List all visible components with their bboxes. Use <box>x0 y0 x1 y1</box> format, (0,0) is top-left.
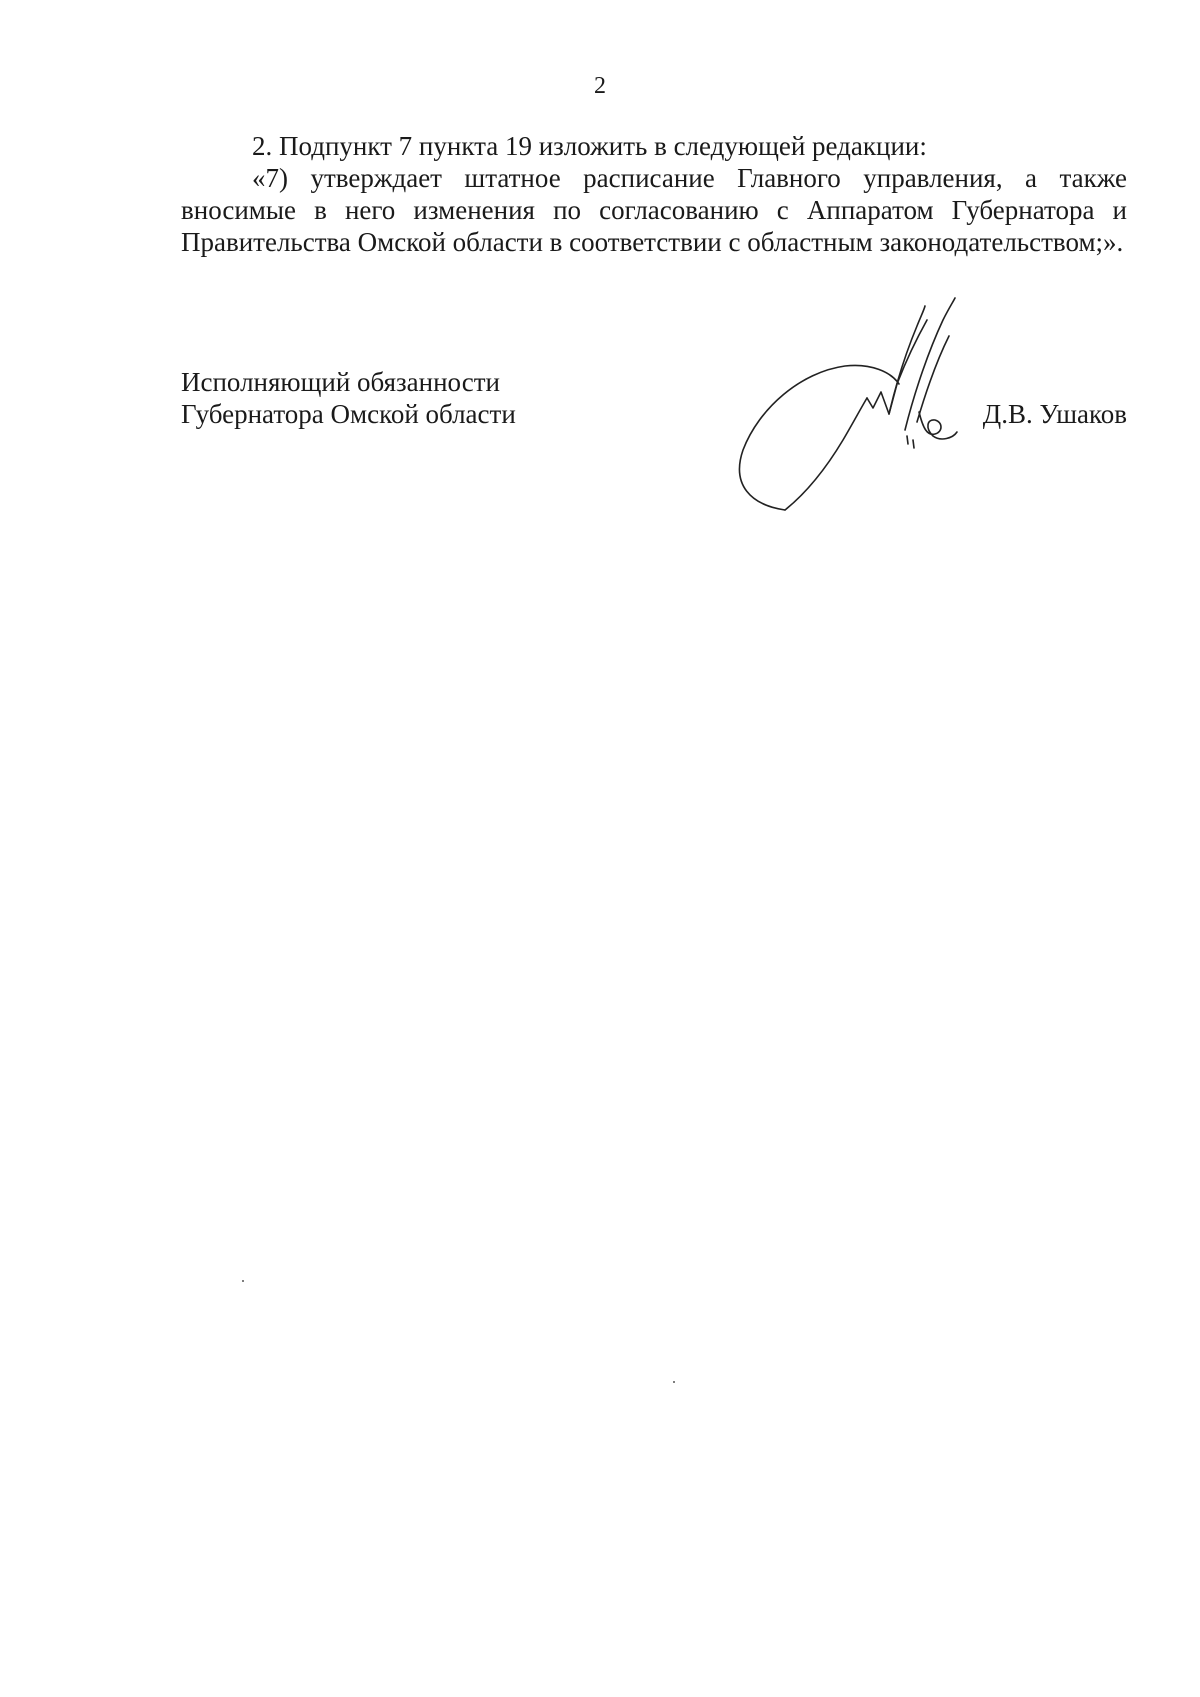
document-body <box>181 130 1127 258</box>
paragraph-amendment-text: «7) утверждает штатное расписание Главного управления, а также вносимые в него изменения по согласованию с Аппаратом Губернатора и Правительства Омской области в соответствии с областным законодательством;». <box>181 163 1127 257</box>
scan-speck <box>673 1381 675 1383</box>
signer-name: Д.В. Ушаков <box>982 399 1127 429</box>
signer-position-line-1: Исполняющий обязанности <box>181 367 500 397</box>
signature-block <box>181 366 1127 536</box>
signer-position <box>181 366 516 430</box>
handwritten-signature <box>721 280 981 516</box>
scan-speck <box>242 1280 244 1282</box>
page-number: 2 <box>594 73 606 99</box>
paragraph-amendment-intro: 2. Подпункт 7 пункта 19 изложить в следующей редакции: <box>252 131 927 161</box>
signer-position-line-2: Губернатора Омской области <box>181 399 516 429</box>
